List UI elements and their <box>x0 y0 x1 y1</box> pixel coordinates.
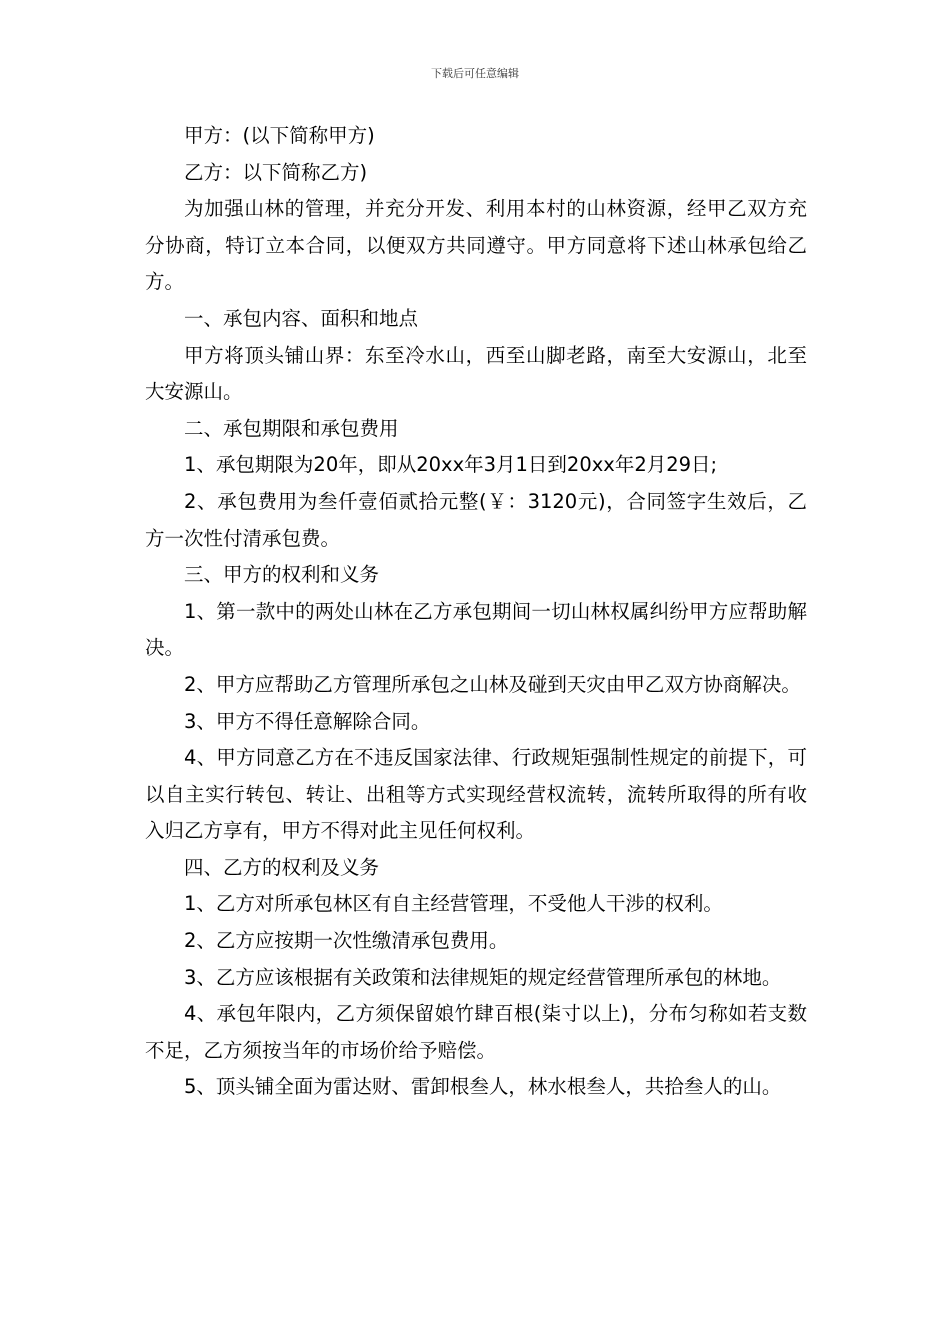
section-heading-4: 四、乙方的权利及义务 <box>184 855 380 879</box>
clause-b-2: 2、乙方应按期一次性缴清承包费用。 <box>184 929 509 953</box>
clause-a-3: 3、甲方不得任意解除合同。 <box>184 709 431 733</box>
clause-b-4: 4、承包年限内，乙方须保留娘竹肆百根(柒寸以上)，分布匀称如若支数不足，乙方须按当年的市场价给予赔偿。 <box>145 1002 807 1062</box>
contract-body <box>145 118 807 1106</box>
preamble-paragraph: 为加强山林的管理，并充分开发、利用本村的山林资源，经甲乙双方充分协商，特订立本合同，以便双方共同遵守。甲方同意将下述山林承包给乙方。 <box>145 197 807 294</box>
paragraph-location: 甲方将顶头铺山界：东至冷水山，西至山脚老路，南至大安源山，北至大安源山。 <box>145 343 807 404</box>
clause-term: 1、承包期限为20年，即从20xx年3月1日到20xx年2月29日; <box>184 453 718 477</box>
clause-a-1: 1、第一款中的两处山林在乙方承包期间一切山林权属纠纷甲方应帮助解决。 <box>145 599 807 660</box>
clause-a-4: 4、甲方同意乙方在不违反国家法律、行政规矩强制性规定的前提下，可以自主实行转包、转让、出租等方式实现经营权流转，流转所取得的所有收入归乙方享有，甲方不得对此主见任何权利。 <box>145 746 807 843</box>
section-heading-3: 三、甲方的权利和义务 <box>184 563 380 587</box>
clause-b-1: 1、乙方对所承包林区有自主经营管理，不受他人干涉的权利。 <box>184 892 723 916</box>
page-header: 下载后可任意编辑 <box>431 67 519 80</box>
clause-fee: 2、承包费用为叁仟壹佰贰拾元整(￥：3120元)，合同签字生效后，乙方一次性付清承包费。 <box>145 489 807 550</box>
clause-b-3: 3、乙方应该根据有关政策和法律规矩的规定经营管理所承包的林地。 <box>184 965 782 989</box>
party-a-line: 甲方：(以下简称甲方) <box>184 124 375 147</box>
section-heading-1: 一、承包内容、面积和地点 <box>184 306 419 330</box>
party-b-line: 乙方：以下简称乙方) <box>184 160 368 184</box>
clause-a-2: 2、甲方应帮助乙方管理所承包之山林及碰到天灾由甲乙双方协商解决。 <box>184 672 801 696</box>
clause-b-5: 5、顶头铺全面为雷达财、雷卸根叁人，林水根叁人，共拾叁人的山。 <box>184 1075 782 1099</box>
section-heading-2: 二、承包期限和承包费用 <box>184 416 399 440</box>
